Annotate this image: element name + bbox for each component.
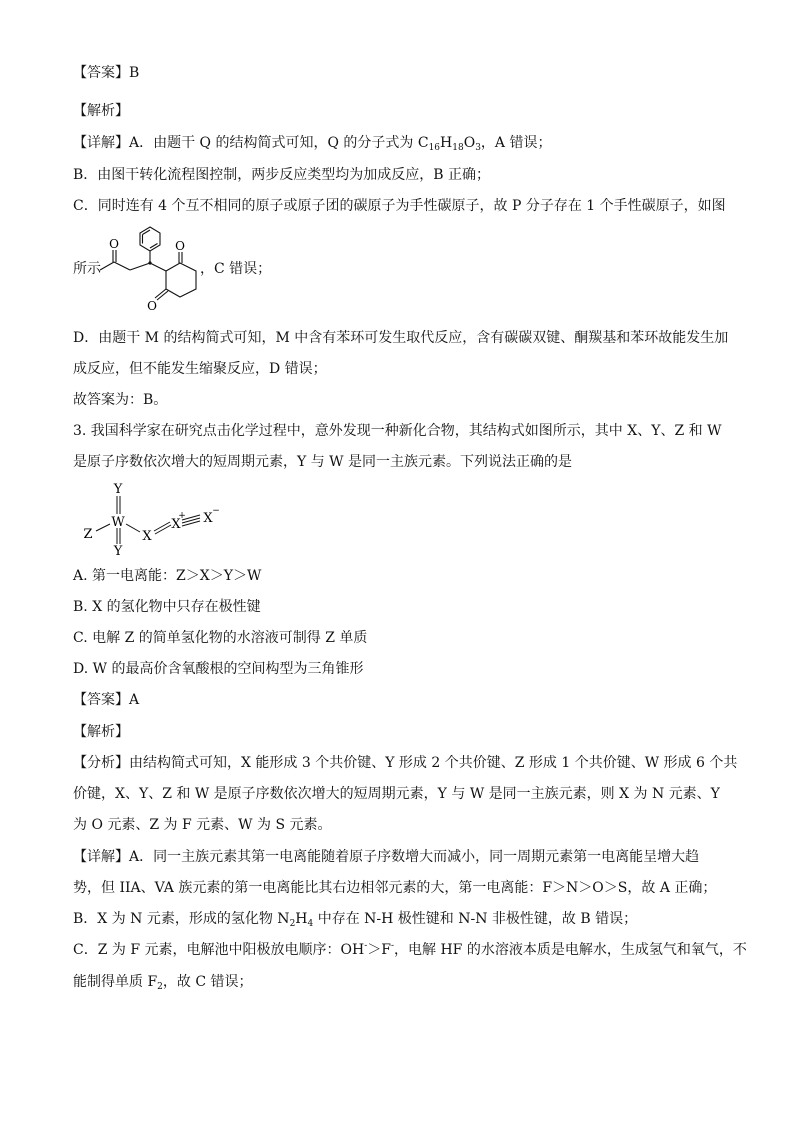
q3-answer-line: 【答案】A [73, 692, 140, 708]
option-c: C. 电解 Z 的简单氢化物的水溶液可制得 Z 单质 [73, 630, 368, 646]
y-bottom-label: Y [113, 544, 123, 558]
option-a: A. 第一电离能：Z＞X＞Y＞W [73, 568, 262, 584]
answer-line: 【答案】B [73, 65, 140, 81]
q3-detail-a-line2: 势，但 IIA、VA 族元素的第一电离能比其右边相邻元素的大，第一电离能：F＞N＞O＞S，故 A 正确； [73, 880, 717, 896]
w-label: W [111, 515, 125, 530]
detail-b: B．由图干转化流程图控制，两步反应类型均为加成反应，B 正确； [73, 167, 491, 183]
y-top-label: Y [113, 482, 123, 497]
x3-charge: − [212, 506, 220, 516]
shown-prefix: 所示 [73, 261, 101, 277]
analysis-heading: 【解析】 [73, 103, 129, 119]
bottom-oxygen-label: O [147, 299, 157, 313]
x1-label: X [142, 529, 152, 544]
option-d: D. W 的最高价含氧酸根的空间构型为三角锥形 [73, 661, 364, 677]
q3-detail-c-line1: C．Z 为 F 元素，电解池中阳极放电顺序：OH-＞F-，电解 HF 的水溶液本质是电解水，生成氢气和氧气，不 [73, 941, 747, 958]
x3-label: X [203, 511, 213, 526]
ketone-oxygen-label: O [109, 237, 119, 251]
x2-charge: + [178, 511, 186, 521]
q3-analysis-line2: 价键，X、Y、Z 和 W 是原子序数依次增大的短周期元素，Y 与 W 是同一主族元素，则 X 为 N 元素、Y [73, 786, 720, 802]
x2-label: X [171, 517, 181, 532]
conclusion-line: 故答案为：B。 [73, 392, 168, 408]
q3-detail-c-line2: 能制得单质 $F_2$，故 C 错误； [73, 974, 253, 992]
q3-stem-line2: 是原子序数依次增大的短周期元素，Y 与 W 是同一主族元素。下列说法正确的是 [73, 454, 572, 470]
q3-structure-figure [78, 478, 248, 558]
q3-analysis-line3: 为 O 元素、Z 为 F 元素、W 为 S 元素。 [73, 817, 332, 833]
top-oxygen-label: O [175, 239, 185, 253]
shown-suffix: ，C 错误； [200, 261, 272, 277]
option-b: B. X 的氢化物中只存在极性键 [73, 599, 261, 615]
chiral-center-dot [148, 261, 151, 264]
z-label: Z [83, 527, 93, 542]
q3-analysis-heading: 【解析】 [73, 724, 129, 740]
q3-detail-a-line1: 【详解】A．同一主族元素其第一电离能随着原子序数增大而减小，同一周期元素第一电离能呈增大趋 [73, 849, 700, 865]
detail-d-line2: 成反应，但不能发生缩聚反应，D 错误； [73, 361, 327, 377]
detail-c: C．同时连有 4 个互不相同的原子或原子团的碳原子为手性碳原子，故 P 分子存在 1 个手性碳原子，如图 [73, 198, 726, 214]
q3-analysis-line1: 【分析】由结构简式可知，X 能形成 3 个共价键、Y 形成 2 个共价键、Z 形成 1 个共价键、W 形成 6 个共 [73, 755, 738, 771]
detail-d-line1: D．由题干 M 的结构简式可知，M 中含有苯环可发生取代反应，含有碳碳双键、酮羰基和苯环故能发生加 [73, 330, 729, 346]
detail-a: 【详解】A．由题干 Q 的结构简式可知，Q 的分子式为 $C_{16}H_{18}O_3$，A 错误； [73, 135, 552, 153]
q3-detail-b: B．X 为 N 元素，形成的氢化物 $N_2H_4$ 中存在 N-H 极性键和 N-N 非极性键，故 B 错误； [73, 911, 638, 929]
q3-stem-line1: 3. 我国科学家在研究点击化学过程中，意外发现一种新化合物，其结构式如图所示，其中 X、Y、Z 和 W [73, 423, 722, 439]
